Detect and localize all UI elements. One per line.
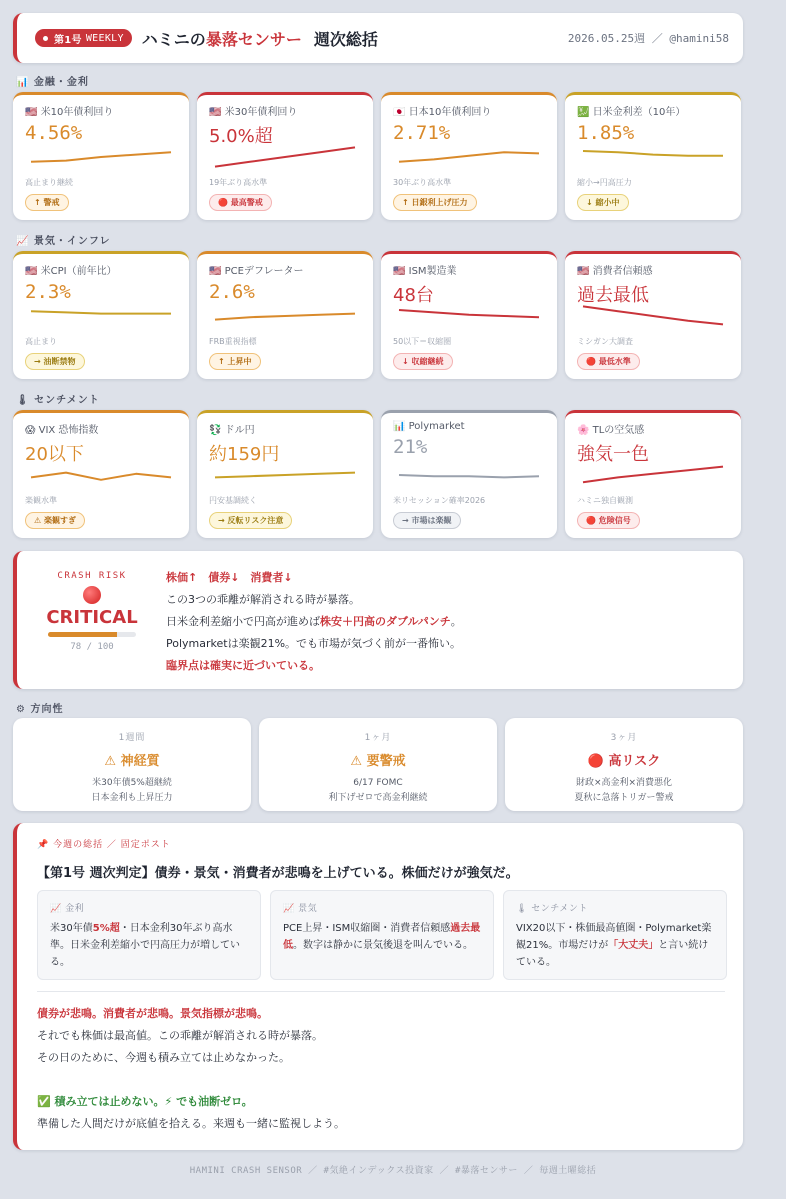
- sparkline-trend: [399, 475, 539, 477]
- summary-spacer: [37, 1069, 345, 1091]
- box-text-red: 過去最低: [283, 923, 481, 951]
- metric-sparkline: [579, 461, 727, 489]
- sparkline-trend: [215, 147, 355, 166]
- box-text-pre: VIX20以下・株価最高値圏・Polymarket楽観21%。市場だけが: [516, 923, 712, 951]
- sparkline-trend: [583, 467, 723, 483]
- metric-card: [197, 410, 373, 538]
- sparkline-trend: [31, 473, 171, 480]
- metric-card: [197, 92, 373, 220]
- sparkline-trend: [31, 311, 171, 313]
- summary-p1: 債券が悲鳴。消費者が悲鳴。景気指標が悲鳴。: [37, 1007, 268, 1020]
- red-circle-icon: [83, 586, 101, 604]
- metric-sparkline: [395, 461, 543, 489]
- box-text-post: と言い続けている。: [516, 940, 709, 968]
- summary-body: [37, 1003, 345, 1135]
- metric-note: 円安基調続く: [209, 496, 257, 505]
- risk-level: CRITICAL: [46, 607, 138, 628]
- summary-tag: 📌 今週の総括 ／ 固定ポスト: [37, 840, 171, 850]
- badge-dot-icon: [43, 36, 48, 41]
- metric-value: 約159円: [209, 444, 280, 465]
- box-text-pre: 米30年債: [50, 923, 93, 934]
- metric-status-pill: → 反転リスク注意: [209, 512, 292, 529]
- summary-p2: それでも株価は最高値。この乖離が解消される時が暴落。: [37, 1029, 323, 1042]
- summary-p3: その日のために、今週も積み立ては止めなかった。: [37, 1051, 290, 1064]
- section-economy: 📈 景気・インフレ: [16, 236, 111, 247]
- box-text-post: ・日本金利30年ぶり高水準。日米金利差縮小で円高圧力が増している。: [50, 923, 240, 968]
- metric-status-pill: 🔴 最高警戒: [209, 194, 272, 211]
- metric-note: 19年ぶり高水準: [209, 178, 268, 187]
- metric-value: 2.6%: [209, 281, 255, 303]
- summary-box-rates: [37, 890, 261, 980]
- metric-card: [13, 92, 189, 220]
- risk-line-2: この3つの乖離が解消される時が暴落。: [166, 593, 360, 606]
- metric-sparkline: [395, 302, 543, 330]
- metric-sparkline: [211, 302, 359, 330]
- header: [13, 13, 743, 63]
- summary-box-sentiment: [503, 890, 727, 980]
- sparkline-trend: [583, 306, 723, 324]
- metric-value: 1.85%: [577, 122, 635, 144]
- metric-label: 🇺🇸 米CPI（前年比）: [25, 266, 117, 277]
- metric-status-pill: ↑ 上昇中: [209, 353, 261, 370]
- metric-card: [197, 251, 373, 379]
- metric-note: ハミニ独自観測: [577, 496, 633, 505]
- metric-card: [13, 251, 189, 379]
- summary-box-head: 🌡 センチメント: [516, 904, 588, 914]
- metric-label: 🌸 TLの空気感: [577, 425, 645, 436]
- direction-card-1m: [259, 718, 497, 811]
- metric-value: 4.56%: [25, 122, 83, 144]
- direction-note-1: 米30年債5%超継続: [92, 778, 172, 788]
- metric-sparkline: [27, 143, 175, 171]
- summary-box-text: [50, 920, 248, 971]
- metric-sparkline: [579, 302, 727, 330]
- risk-bar-fill: [48, 632, 117, 637]
- metric-label: 💱 ドル円: [209, 425, 255, 436]
- metric-sparkline: [579, 143, 727, 171]
- crash-risk-panel: [13, 551, 743, 689]
- metric-label: 📊 Polymarket: [393, 421, 465, 432]
- sparkline-trend: [399, 152, 539, 162]
- summary-p5: 準備した人間だけが底値を拾える。来週も一緒に監視しよう。: [37, 1117, 345, 1130]
- box-text-post: 。数字は静かに景気後退を叫んでいる。: [293, 940, 473, 951]
- metric-note: ミシガン大調査: [577, 337, 633, 346]
- badge-weekly: WEEKLY: [85, 32, 124, 44]
- metric-card: [565, 251, 741, 379]
- risk-line-3: [166, 611, 462, 633]
- metric-label: 😱 VIX 恐怖指数: [25, 425, 99, 436]
- metric-note: 高止まり: [25, 337, 57, 346]
- metric-label: 💹 日米金利差（10年）: [577, 107, 686, 118]
- risk-line-3-red: 株安＋円高のダブルパンチ: [320, 615, 451, 628]
- metric-sparkline: [395, 143, 543, 171]
- metric-label: 🇯🇵 日本10年債利回り: [393, 107, 492, 118]
- risk-score: 78 / 100: [70, 642, 114, 652]
- metric-status-pill: 🔴 最低水準: [577, 353, 640, 370]
- summary-box-head: 📈 金利: [50, 904, 85, 914]
- metric-label: 🇺🇸 米10年債利回り: [25, 107, 114, 118]
- metric-status-pill: ↓ 縮小中: [577, 194, 629, 211]
- risk-bar: [48, 632, 136, 637]
- direction-note-2: 夏秋に急落トリガー警戒: [574, 793, 674, 803]
- summary-divider: [37, 991, 725, 992]
- title-pre: ハミニの: [141, 29, 206, 49]
- risk-line-1: 株価↑ 債券↓ 消費者↓: [166, 571, 293, 584]
- metric-card: [565, 410, 741, 538]
- metric-note: 米リセッション確率2026: [393, 496, 486, 505]
- summary-headline: 【第1号 週次判定】債券・景気・消費者が悲鳴を上げている。株価だけが強気だ。: [37, 866, 519, 881]
- metric-value: 48台: [393, 285, 434, 306]
- direction-note-1: 財政×高金利×消費悪化: [575, 778, 673, 788]
- title-red: 暴落センサー: [205, 29, 302, 49]
- direction-period: 1ヶ月: [364, 733, 392, 743]
- metric-sparkline: [211, 461, 359, 489]
- direction-period: 3ヶ月: [610, 733, 638, 743]
- weekly-summary: [13, 823, 743, 1150]
- metric-note: 楽観水準: [25, 496, 57, 505]
- section-direction: ⚙ 方向性: [16, 704, 64, 715]
- risk-line-5: 臨界点は確実に近づいている。: [166, 659, 320, 672]
- metric-status-pill: ↑ 警戒: [25, 194, 69, 211]
- metric-value: 2.3%: [25, 281, 71, 303]
- direction-note-2: 利下げゼロで高金利継続: [328, 793, 428, 803]
- metric-label: 🇺🇸 米30年債利回り: [209, 107, 298, 118]
- risk-line-3-post: 。: [450, 615, 462, 628]
- metric-status-pill: ↑ 日銀利上げ圧力: [393, 194, 477, 211]
- box-text-red: 「大丈夫」: [608, 940, 659, 951]
- section-sentiment: 🌡 センチメント: [16, 395, 100, 406]
- direction-note-1: 6/17 FOMC: [353, 778, 403, 788]
- risk-line-3-pre: 日米金利差縮小で円高が進めば: [166, 615, 320, 628]
- metric-value: 過去最低: [577, 285, 649, 306]
- metric-value: 5.0%超: [209, 126, 273, 147]
- metric-status-pill: ⚠ 楽観すぎ: [25, 512, 85, 529]
- badge-issue: 第1号: [54, 34, 82, 46]
- summary-box-head: 📈 景気: [283, 904, 318, 914]
- risk-gauge: [37, 571, 147, 652]
- risk-line-4: Polymarketは楽観21%。でも市場が気づく前が一番怖い。: [166, 637, 462, 650]
- metric-sparkline: [27, 302, 175, 330]
- metric-label: 🇺🇸 消費者信頼感: [577, 266, 653, 277]
- box-text-red: 5%超: [92, 923, 120, 934]
- metric-value: 強気一色: [577, 444, 649, 465]
- metric-value: 2.71%: [393, 122, 451, 144]
- metric-status-pill: → 市場は楽観: [393, 512, 461, 529]
- metric-card: [565, 92, 741, 220]
- summary-p4: ✅ 積み立ては止めない。⚡ でも油断ゼロ。: [37, 1095, 253, 1108]
- summary-box-text: [516, 920, 714, 971]
- header-meta: 2026.05.25週 ／ @hamini58: [567, 32, 729, 45]
- metric-sparkline: [27, 461, 175, 489]
- metric-note: 高止まり継続: [25, 178, 73, 187]
- metric-card: [13, 410, 189, 538]
- metric-card: [381, 410, 557, 538]
- sparkline-trend: [215, 314, 355, 320]
- metric-value: 20以下: [25, 444, 84, 465]
- metric-label: 🇺🇸 ISM製造業: [393, 266, 457, 277]
- metric-note: FRB重視指標: [209, 337, 257, 346]
- direction-period: 1週間: [118, 733, 146, 743]
- issue-badge: [35, 29, 132, 47]
- direction-card-3m: [505, 718, 743, 811]
- page-title: [142, 27, 378, 50]
- summary-box-text: [283, 920, 481, 954]
- section-finance: 📊 金融・金利: [16, 77, 89, 88]
- direction-note-2: 日本金利も上昇圧力: [91, 793, 173, 803]
- metric-note: 50以下＝収縮圏: [393, 337, 452, 346]
- metric-status-pill: → 油断禁物: [25, 353, 85, 370]
- direction-note: [259, 776, 497, 806]
- risk-label: CRASH RISK: [57, 571, 127, 581]
- risk-text: [166, 567, 462, 677]
- sparkline-trend: [399, 310, 539, 317]
- title-sub: 週次総括: [313, 29, 378, 49]
- metric-status-pill: 🔴 危険信号: [577, 512, 640, 529]
- direction-note: [505, 776, 743, 806]
- direction-status: ⚠ 神経質: [104, 754, 160, 769]
- summary-box-economy: [270, 890, 494, 980]
- box-text-pre: PCE上昇・ISM収縮圏・消費者信頼感: [283, 923, 451, 934]
- metric-card: [381, 92, 557, 220]
- metric-status-pill: ↓ 収縮継続: [393, 353, 453, 370]
- footer: HAMINI CRASH SENSOR ／ #気絶インデックス投資家 ／ #暴落センサー ／ 毎週土曜総括: [189, 1166, 597, 1176]
- metric-value: 21%: [393, 436, 428, 458]
- direction-note: [13, 776, 251, 806]
- direction-status: 🔴 高リスク: [587, 754, 661, 769]
- sparkline-trend: [215, 473, 355, 478]
- sparkline-trend: [583, 151, 723, 156]
- sparkline-trend: [31, 152, 171, 162]
- metric-note: 縮小→円高圧力: [577, 178, 632, 187]
- direction-status: ⚠ 要警戒: [350, 754, 406, 769]
- metric-note: 30年ぶり高水準: [393, 178, 452, 187]
- direction-card-1w: [13, 718, 251, 811]
- metric-label: 🇺🇸 PCEデフレーター: [209, 266, 304, 277]
- metric-card: [381, 251, 557, 379]
- metric-sparkline: [211, 143, 359, 171]
